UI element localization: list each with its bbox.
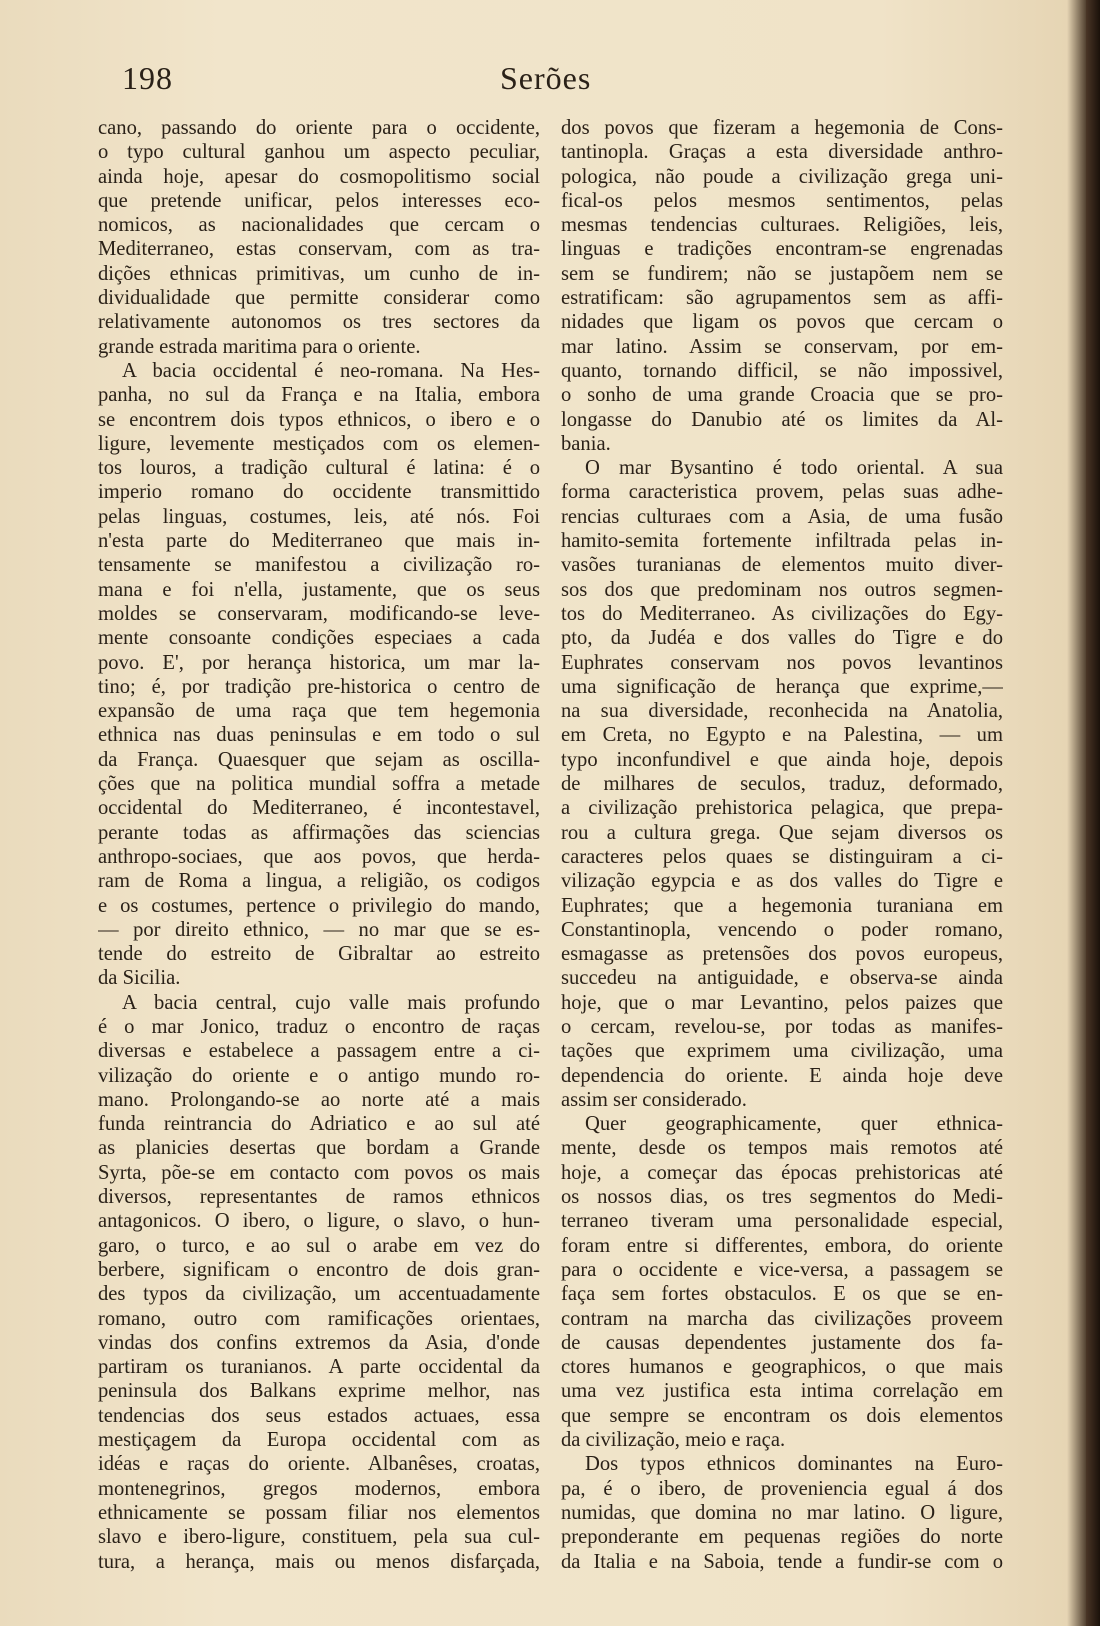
text-line: moldes se conservaram, modificando-se leve- (98, 602, 540, 625)
text-line: e os costumes, pertence o privilegio do mando, (98, 894, 540, 917)
text-line: hamito-semita fortemente infiltrada pelas in- (561, 530, 1003, 553)
text-line: — por direito ethnico, — no mar que se es- (98, 918, 540, 941)
text-line: A bacia occidental é neo-romana. Na Hes- (122, 359, 540, 382)
text-line: A bacia central, cujo valle mais profundo (122, 991, 540, 1014)
text-line: Constantinopla, vencendo o poder romano, (561, 918, 1003, 941)
text-line: tende do estreito de Gibraltar ao estreito (98, 943, 540, 966)
text-line: tos do Mediterraneo. As civilizações do Egy- (561, 602, 1003, 625)
page-edge-shadow (1086, 0, 1100, 1626)
text-line: terraneo tiveram uma personalidade especial, (561, 1210, 1003, 1233)
text-line: nidades que ligam os povos que cercam o (561, 311, 1003, 334)
text-line: mano. Prolongando-se ao norte até a mais (98, 1088, 540, 1111)
text-line: numidas, que domina no mar latino. O ligure, (561, 1501, 1003, 1524)
text-line: ethnica nas duas peninsulas e em todo o sul (98, 724, 540, 747)
text-line: a civilização prehistorica pelagica, que prepa- (561, 797, 1003, 820)
text-line: pa, é o ibero, de proveniencia egual á dos (561, 1477, 1003, 1500)
text-line: tino; é, por tradição pre-historica o centro de (98, 675, 540, 698)
text-line: fical-os pelos mesmos sentimentos, pelas (561, 189, 1003, 212)
text-line: quanto, tornando difficil, se não impossivel, (561, 359, 1003, 382)
text-line: foram entre si differentes, embora, do oriente (561, 1234, 1003, 1257)
text-line: ram de Roma a lingua, a religião, os codigos (98, 870, 540, 893)
left-text-column (98, 116, 540, 1574)
text-line: mar latino. Assim se conservam, por em- (561, 335, 1003, 358)
text-line: romano, outro com ramificações orientaes, (98, 1307, 540, 1330)
text-line: dividualidade que permitte considerar como (98, 287, 540, 310)
text-line: dições ethnicas primitivas, um cunho de in- (98, 262, 540, 285)
text-line: mesmas tendencias culturaes. Religiões, leis, (561, 214, 1003, 237)
text-line: esmagasse as pretensões dos povos europeus, (561, 943, 1003, 966)
text-line: montenegrinos, gregos modernos, embora (98, 1477, 540, 1500)
text-line: o typo cultural ganhou um aspecto peculiar, (98, 141, 540, 164)
text-line: pelas linguas, costumes, leis, até nós. Foi (98, 505, 540, 528)
text-line: contram na marcha das civilizações proveem (561, 1307, 1003, 1330)
text-line: de milhares de seculos, traduz, deformado, (561, 773, 1003, 796)
text-line: ainda hoje, apesar do cosmopolitismo social (98, 165, 540, 188)
text-line: preponderante em pequenas regiões do norte (561, 1526, 1003, 1549)
text-line: ctores humanos e geographicos, o que mais (561, 1356, 1003, 1379)
text-line: estratificam: são agrupamentos sem as affi- (561, 287, 1003, 310)
text-line: slavo e ibero-ligure, constituem, pela sua cul- (98, 1526, 540, 1549)
text-line: occidental do Mediterraneo, é incontestavel, (98, 797, 540, 820)
text-line: na sua diversidade, reconhecida na Anatolia, (561, 700, 1003, 723)
text-line: que pretende unificar, pelos interesses eco- (98, 189, 540, 212)
text-line: é o mar Jonico, traduz o encontro de raças (98, 1015, 540, 1038)
text-line: povo. E', por herança historica, um mar la- (98, 651, 540, 674)
text-line: uma vez justifica esta intima correlação em (561, 1380, 1003, 1403)
text-line: des typos da civilização, um accentuadamente (98, 1283, 540, 1306)
text-line: as planicies desertas que bordam a Grande (98, 1137, 540, 1160)
text-line: dos povos que fizeram a hegemonia de Cons- (561, 117, 1003, 139)
text-line: forma caracteristica provem, pelas suas adhe- (561, 481, 1003, 504)
text-line: anthropo-sociaes, que aos povos, que herda- (98, 845, 540, 868)
text-line: para o occidente e vice-versa, a passagem se (561, 1258, 1003, 1281)
text-line: antagonicos. O ibero, o ligure, o slavo, o hun- (98, 1210, 540, 1233)
text-line: n'esta parte do Mediterraneo que mais in- (98, 530, 540, 553)
text-line: Euphrates conservam nos povos levantinos (561, 651, 1003, 674)
text-line: tações que exprimem uma civilização, uma (561, 1040, 1003, 1063)
text-line: mana e foi n'ella, justamente, que os seus (98, 578, 540, 601)
text-line: bania. (561, 432, 611, 455)
text-line: typo inconfundivel e que ainda hoje, depois (561, 748, 1003, 771)
text-line: idéas e raças do oriente. Albanêses, croatas, (98, 1453, 540, 1476)
text-line: O mar Bysantino é todo oriental. A sua (585, 457, 1003, 480)
text-line: sos dos que predominam nos outros segmen- (561, 578, 1003, 601)
running-title: Serões (500, 60, 592, 96)
text-line: hoje, a começar das épocas prehistoricas até (561, 1161, 1003, 1184)
text-line: garo, o turco, e ao sul o arabe em vez do (98, 1234, 540, 1257)
text-line: Dos typos ethnicos dominantes na Euro- (585, 1453, 1003, 1476)
text-line: o cercam, revelou-se, por todas as manifes- (561, 1015, 1003, 1038)
text-line: mente consoante condições especiaes a cada (98, 627, 540, 650)
text-line: vasões turanianas de elementos muito diver- (561, 554, 1003, 577)
text-line: uma significação de herança que exprime,— (561, 675, 1003, 698)
text-line: Euphrates; que a hegemonia turaniana em (561, 894, 1003, 917)
text-line: da civilização, meio e raça. (561, 1429, 786, 1452)
text-line: da França. Quaesquer que sejam as oscilla- (98, 748, 540, 771)
text-line: tos louros, a tradição cultural é latina: é o (98, 457, 540, 480)
text-line: hoje, que o mar Levantino, pelos paizes que (561, 991, 1003, 1014)
text-line: faça sem fortes obstaculos. E os que se en- (561, 1283, 1003, 1306)
text-line: succedeu na antiguidade, e observa-se ainda (561, 967, 1003, 990)
text-line: da Sicilia. (98, 967, 181, 990)
text-line: tura, a herança, mais ou menos disfarçada, (98, 1550, 540, 1573)
text-line: funda reintrancia do Adriatico e ao sul até (98, 1113, 540, 1136)
text-line: rencias culturaes com a Asia, de uma fusão (561, 505, 1003, 528)
text-line: perante todas as affirmações das sciencias (98, 821, 540, 844)
text-line: panha, no sul da França e na Italia, embora (98, 384, 540, 407)
text-line: Syrta, põe-se em contacto com povos os mais (98, 1161, 540, 1184)
text-line: dependencia do oriente. E ainda hoje deve (561, 1064, 1003, 1087)
text-line: de causas dependentes justamente dos fa- (561, 1331, 1003, 1354)
text-line: se encontrem dois typos ethnicos, o ibero e o (98, 408, 540, 431)
text-line: grande estrada maritima para o oriente. (98, 335, 421, 358)
text-line: que sempre se encontram os dois elementos (561, 1404, 1003, 1427)
text-line: imperio romano do occidente transmittido (98, 481, 540, 504)
page-header (0, 60, 1100, 110)
text-line: em Creta, no Egypto e na Palestina, — um (561, 724, 1003, 747)
text-line: tantinopla. Graças a esta diversidade anthro- (561, 141, 1003, 164)
page-number: 198 (122, 60, 173, 96)
text-line: ethnicamente se possam filiar nos elementos (98, 1501, 540, 1524)
text-line: Mediterraneo, estas conservam, com as tra- (98, 238, 540, 261)
text-line: peninsula dos Balkans exprime melhor, nas (98, 1380, 540, 1403)
text-line: o sonho de uma grande Croacia que se pro- (561, 384, 1003, 407)
text-line: mente, desde os tempos mais remotos até (561, 1137, 1003, 1160)
text-line: rou a cultura grega. Que sejam diversos os (561, 821, 1003, 844)
text-line: vilização egypcia e as dos valles do Tigre e (561, 870, 1003, 893)
text-line: partiram os turanianos. A parte occidental da (98, 1356, 540, 1379)
text-line: caracteres pelos quaes se distinguiram a ci- (561, 845, 1003, 868)
right-text-column (561, 116, 1003, 1574)
text-line: vilização do oriente e o antigo mundo ro- (98, 1064, 540, 1087)
text-line: tendencias dos seus estados actuaes, essa (98, 1404, 540, 1427)
text-line: pologica, não poude a civilização grega uni- (561, 165, 1003, 188)
text-line: cano, passando do oriente para o occidente, (98, 117, 540, 139)
text-line: vindas dos confins extremos da Asia, d'onde (98, 1331, 540, 1354)
text-line: berbere, significam o encontro de dois gran- (98, 1258, 540, 1281)
text-line: ções que na politica mundial soffra a metade (98, 773, 540, 796)
text-line: longasse do Danubio até os limites da Al- (561, 408, 1003, 431)
text-line: mestiçagem da Europa occidental com as (98, 1429, 540, 1452)
text-line: da Italia e na Saboia, tende a fundir-se com o (561, 1550, 1003, 1573)
text-line: diversas e estabelece a passagem entre a ci- (98, 1040, 540, 1063)
text-line: assim ser considerado. (561, 1088, 747, 1111)
text-line: relativamente autonomos os tres sectores da (98, 311, 540, 334)
text-line: linguas e tradições encontram-se engrenadas (561, 238, 1003, 261)
text-line: os nossos dias, os tres segmentos do Medi- (561, 1186, 1003, 1209)
text-line: ligure, levemente mestiçados com os elemen- (98, 432, 540, 455)
text-line: sem se fundirem; não se justapõem nem se (561, 262, 1003, 285)
text-line: tensamente se manifestou a civilização ro- (98, 554, 540, 577)
text-line: nomicos, as nacionalidades que cercam o (98, 214, 540, 237)
text-line: Quer geographicamente, quer ethnica- (585, 1113, 1003, 1136)
text-line: expansão de uma raça que tem hegemonia (98, 700, 540, 723)
text-line: diversos, representantes de ramos ethnicos (98, 1186, 540, 1209)
text-line: pto, da Judéa e dos valles do Tigre e do (561, 627, 1003, 650)
